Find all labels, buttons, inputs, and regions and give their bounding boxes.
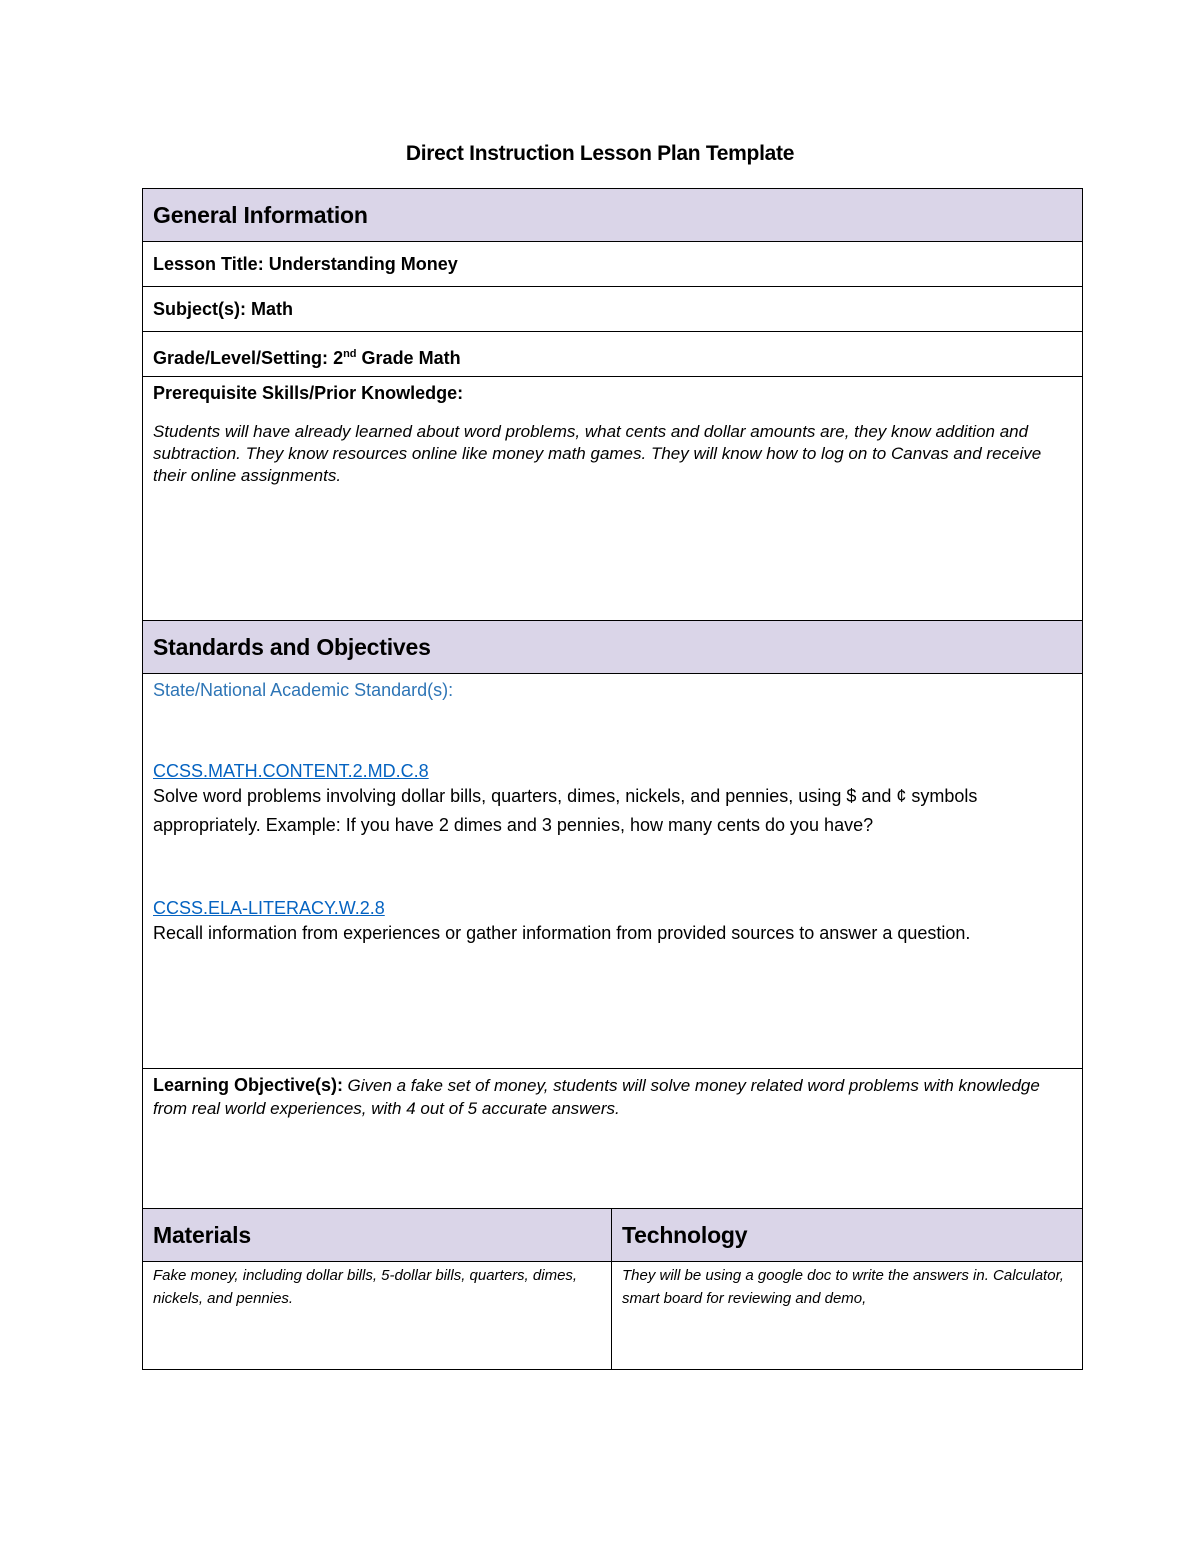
learning-objective-text: Given a fake set of money, students will solve money related word problems with knowledge from real world experiences, with 4 out of 5 accurate answers. [153,1076,1040,1118]
prerequisite-row [143,377,1083,621]
lesson-title-label: Lesson Title: [153,254,264,274]
grade-cell [143,332,1083,377]
general-information-header [143,189,1083,242]
materials-technology-row [143,1262,1083,1370]
learning-objective-row [143,1069,1083,1209]
standard-item [153,761,1072,840]
materials-header [143,1209,612,1262]
technology-cell [612,1262,1083,1370]
materials-technology-header-row [143,1209,1083,1262]
standards-cell [143,674,1083,1069]
lesson-title-row [143,242,1083,287]
prerequisite-cell [143,377,1083,621]
lesson-title-cell [143,242,1083,287]
subjects-label: Subject(s): [153,299,247,319]
prerequisite-label: Prerequisite Skills/Prior Knowledge: [153,383,464,403]
standard-text-math: Solve word problems involving dollar bills, quarters, dimes, nickels, and pennies, using $ and ¢ symbols appropriately. Example: If you have 2 dimes and 3 pennies, how many cents do you have? [153,786,978,835]
standard-link-math[interactable]: CCSS.MATH.CONTENT.2.MD.C.8 [153,761,429,781]
standards-row [143,674,1083,1069]
technology-heading: Technology [622,1222,748,1248]
prerequisite-text: Students will have already learned about word problems, what cents and dollar amounts are, they know addition and subtraction. They know resources online like money math games. They will know how to log on to Canvas and receive their online assignments. [153,422,1042,485]
grade-number: 2 [333,348,344,368]
standard-item [153,898,1072,948]
learning-objective-label: Learning Objective(s): [153,1075,344,1095]
general-information-heading: General Information [153,202,368,228]
technology-text: They will be using a google doc to write the answers in. Calculator, smart board for reviewing and demo, [622,1267,1064,1307]
standards-objectives-heading: Standards and Objectives [153,634,431,660]
standards-header-row [143,621,1083,674]
technology-header [612,1209,1083,1262]
general-information-header-row [143,189,1083,242]
materials-heading: Materials [153,1222,251,1248]
subjects-value: Math [251,299,294,319]
materials-cell [143,1262,612,1370]
document-title: Direct Instruction Lesson Plan Template [405,142,795,165]
learning-objective-cell [143,1069,1083,1209]
subjects-row [143,287,1083,332]
subjects-cell [143,287,1083,332]
materials-text: Fake money, including dollar bills, 5-dollar bills, quarters, dimes, nickels, and pennies. [153,1267,578,1307]
standards-label: State/National Academic Standard(s): [153,680,454,700]
grade-rest: Grade Math [361,348,461,368]
standard-text-ela: Recall information from experiences or gather information from provided sources to answer a question. [153,923,971,943]
grade-row [143,332,1083,377]
lesson-title-value: Understanding Money [268,254,458,274]
standards-objectives-header [143,621,1083,674]
grade-suffix: nd [343,348,357,360]
standard-link-ela[interactable]: CCSS.ELA-LITERACY.W.2.8 [153,898,385,918]
grade-label: Grade/Level/Setting: [153,348,329,368]
lesson-plan-table [142,188,1083,1370]
